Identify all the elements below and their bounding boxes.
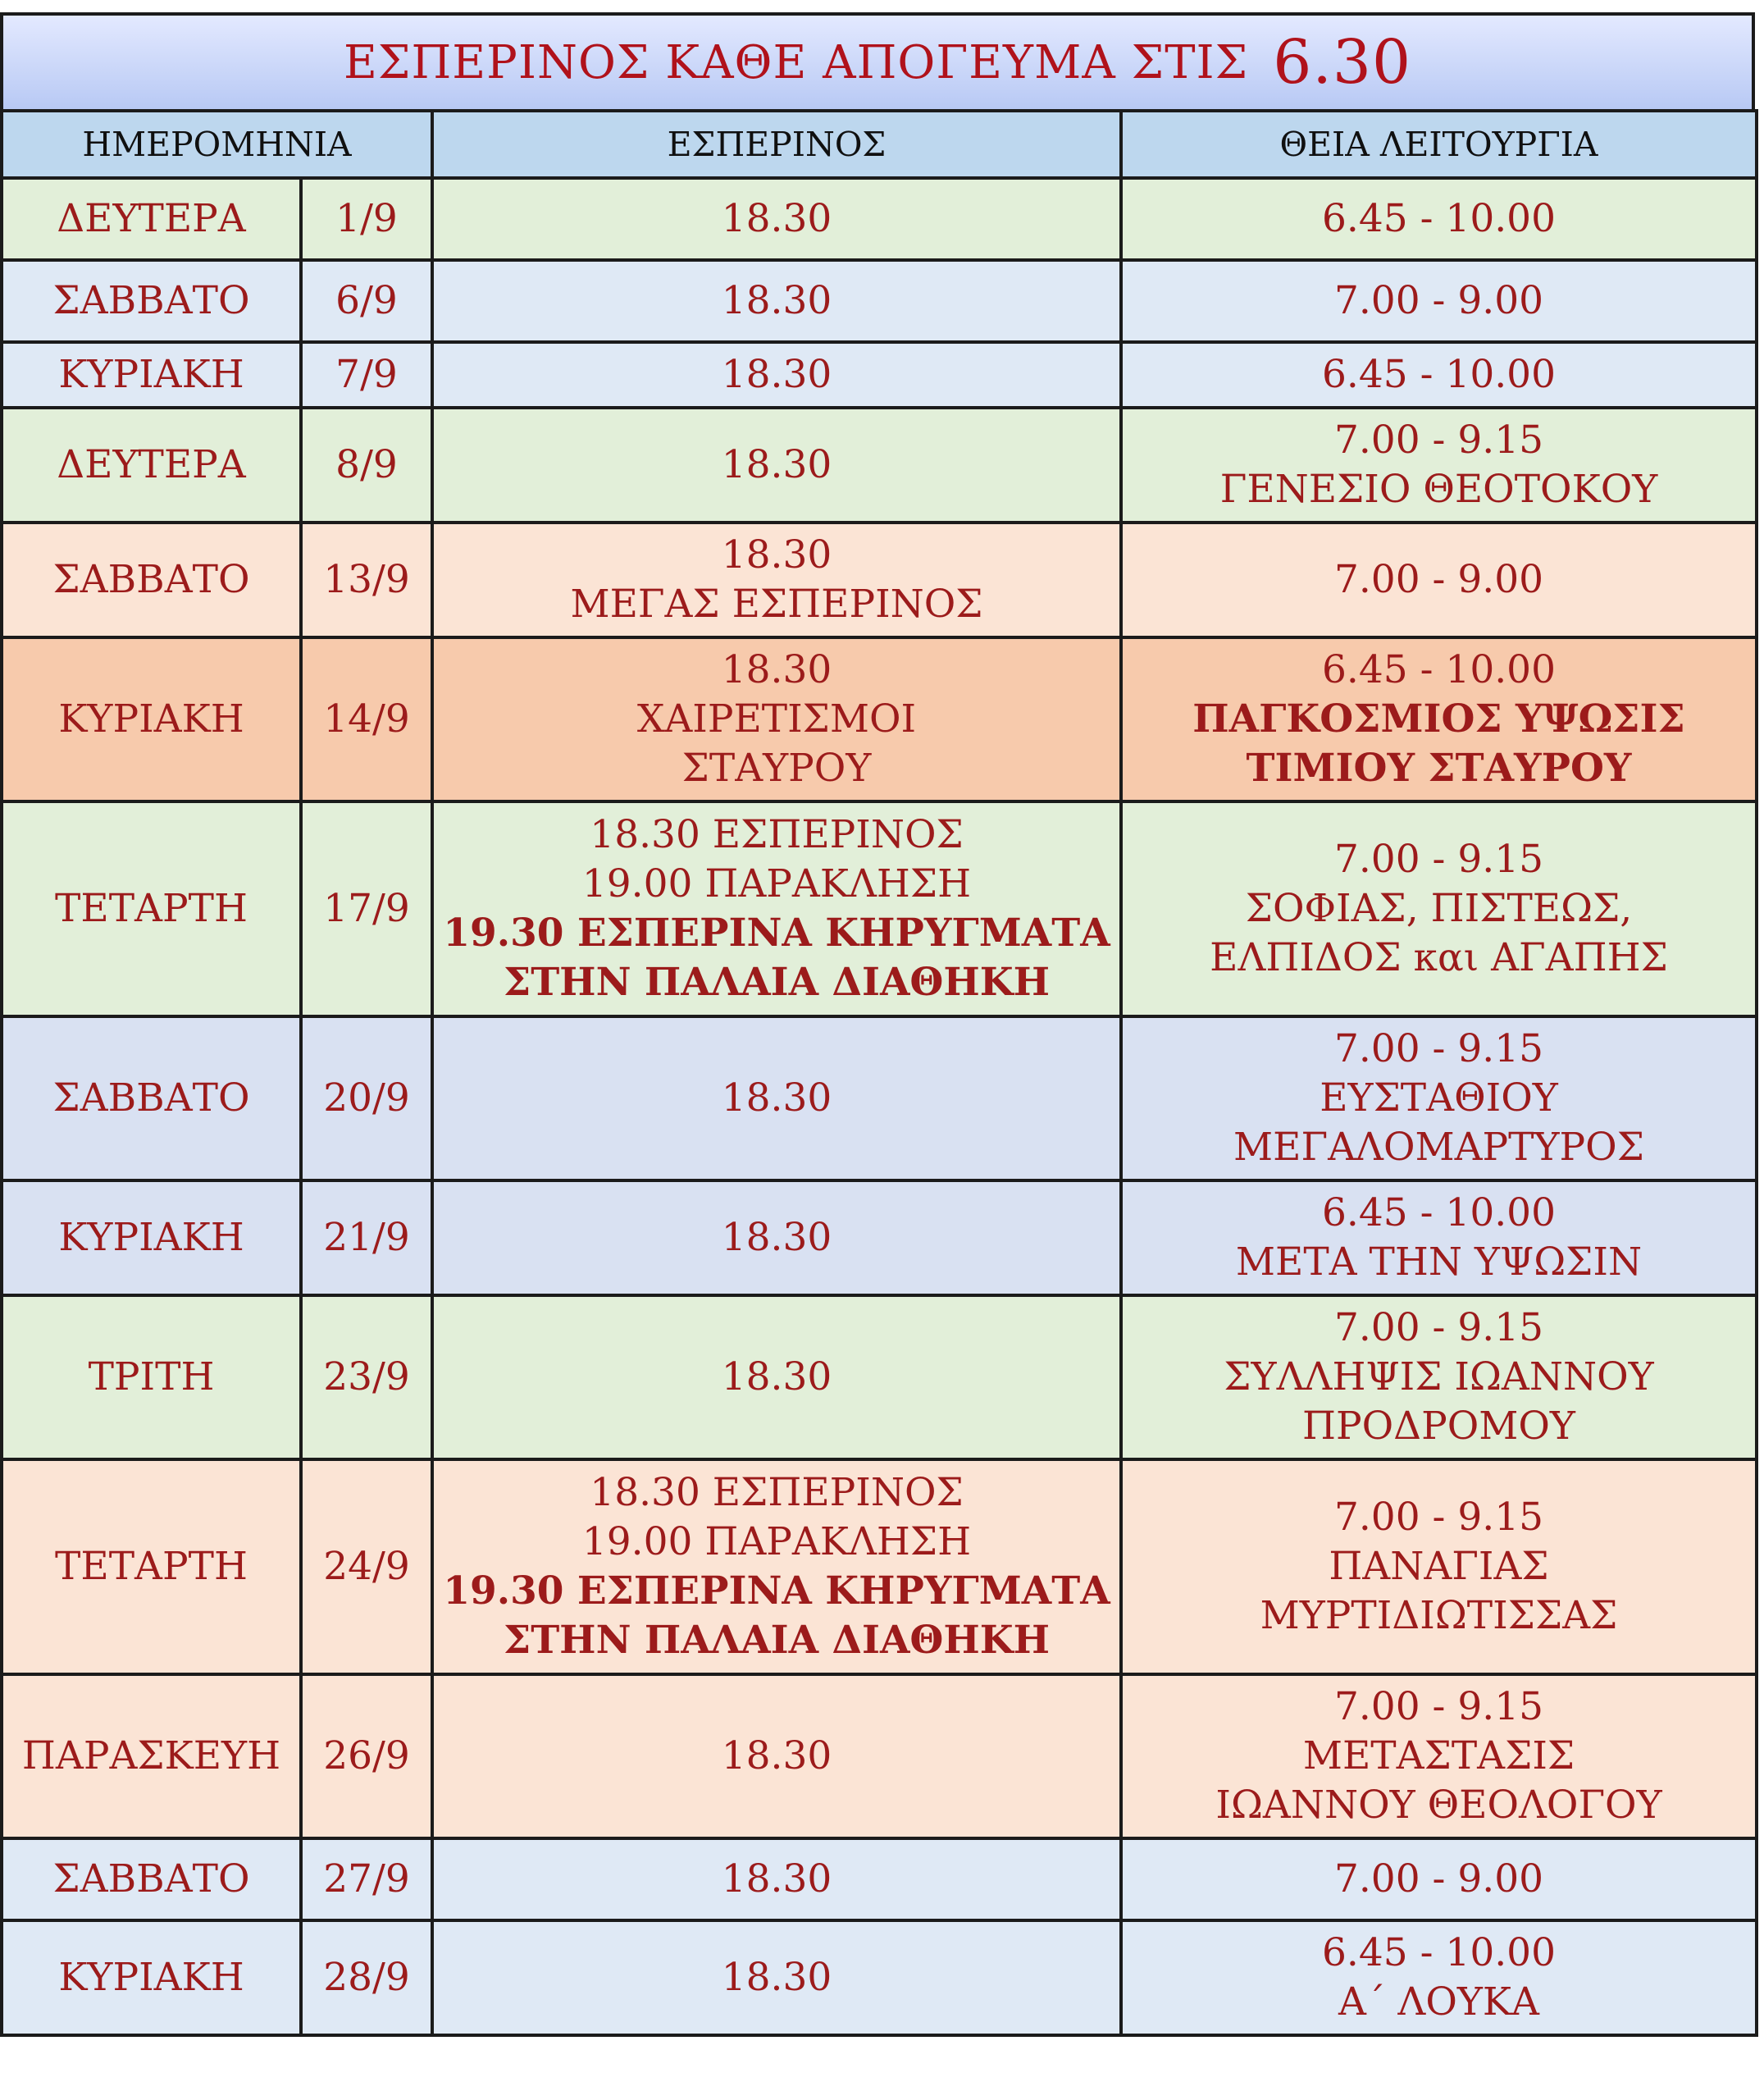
liturgy-cell <box>1121 1459 1757 1674</box>
liturgy-cell <box>1121 342 1757 408</box>
vespers-line: ΧΑΙΡΕΤΙΣΜΟΙ <box>636 696 917 742</box>
vespers-cell <box>432 801 1121 1016</box>
liturgy-line: Α΄ ΛΟΥΚΑ <box>1338 1979 1539 2025</box>
schedule-title <box>0 12 1755 109</box>
vespers-cell <box>432 342 1121 408</box>
liturgy-cell <box>1121 523 1757 637</box>
liturgy-line: 7.00 - 9.00 <box>1333 557 1544 602</box>
day-cell: ΣΑΒΒΑΤΟ <box>2 1838 301 1920</box>
vespers-cell <box>432 1838 1121 1920</box>
table-row <box>2 801 1757 1016</box>
date-cell: 27/9 <box>301 1838 432 1920</box>
vespers-line: 19.30 ΕΣΠΕΡΙΝΑ ΚΗΡΥΓΜΑΤΑ <box>443 1568 1110 1614</box>
table-row <box>2 523 1757 637</box>
liturgy-line: 6.45 - 10.00 <box>1322 1190 1556 1235</box>
day-cell: ΚΥΡΙΑΚΗ <box>2 637 301 801</box>
vespers-line: 18.30 <box>721 532 832 578</box>
vespers-cell <box>432 1920 1121 2035</box>
vespers-line: 18.30 <box>721 1856 832 1901</box>
day-cell: ΚΥΡΙΑΚΗ <box>2 1920 301 2035</box>
vespers-line: 18.30 <box>721 647 832 692</box>
day-cell: ΔΕΥΤΕΡΑ <box>2 408 301 523</box>
vespers-cell <box>432 1459 1121 1674</box>
vespers-line: 18.30 <box>721 1354 832 1399</box>
vespers-cell <box>432 523 1121 637</box>
liturgy-line: ΣΥΛΛΗΨΙΣ ΙΩΑΝΝΟΥ <box>1224 1354 1654 1399</box>
vespers-cell <box>432 1674 1121 1838</box>
liturgy-cell <box>1121 1180 1757 1295</box>
vespers-line: 19.00 ΠΑΡΑΚΛΗΣΗ <box>581 1519 972 1564</box>
liturgy-line: ΜΕΤΑΣΤΑΣΙΣ <box>1302 1733 1575 1778</box>
table-row <box>2 1920 1757 2035</box>
liturgy-cell <box>1121 1016 1757 1180</box>
date-cell: 23/9 <box>301 1295 432 1459</box>
liturgy-line: ΓΕΝΕΣΙΟ ΘΕΟΤΟΚΟΥ <box>1219 467 1658 512</box>
date-cell: 7/9 <box>301 342 432 408</box>
vespers-line: 18.30 ΕΣΠΕΡΙΝΟΣ <box>590 1470 964 1515</box>
liturgy-line: 7.00 - 9.15 <box>1333 1305 1544 1350</box>
date-cell: 21/9 <box>301 1180 432 1295</box>
liturgy-line: 7.00 - 9.15 <box>1333 837 1544 882</box>
table-row <box>2 260 1757 342</box>
vespers-line: 18.30 <box>721 278 832 323</box>
liturgy-cell <box>1121 1295 1757 1459</box>
table-row <box>2 1459 1757 1674</box>
schedule-sheet <box>0 12 1755 2037</box>
liturgy-line: ΜΥΡΤΙΔΙΩΤΙΣΣΑΣ <box>1260 1593 1618 1638</box>
liturgy-line: 7.00 - 9.00 <box>1333 1856 1544 1901</box>
vespers-cell <box>432 1180 1121 1295</box>
vespers-cell <box>432 260 1121 342</box>
vespers-cell <box>432 178 1121 260</box>
liturgy-line: ΜΕΓΑΛΟΜΑΡΤΥΡΟΣ <box>1233 1125 1644 1170</box>
header-vespers: ΕΣΠΕΡΙΝΟΣ <box>432 111 1121 178</box>
date-cell: 8/9 <box>301 408 432 523</box>
header-liturgy: ΘΕΙΑ ΛΕΙΤΟΥΡΓΙΑ <box>1121 111 1757 178</box>
table-row <box>2 1180 1757 1295</box>
date-cell: 28/9 <box>301 1920 432 2035</box>
schedule-table <box>0 109 1758 2037</box>
vespers-line: ΣΤΗΝ ΠΑΛΑΙΑ ΔΙΑΘΗΚΗ <box>503 1618 1051 1663</box>
liturgy-line: ΠΑΝΑΓΙΑΣ <box>1329 1544 1549 1589</box>
day-cell: ΤΕΤΑΡΤΗ <box>2 1459 301 1674</box>
header-row <box>2 111 1757 178</box>
liturgy-cell <box>1121 1674 1757 1838</box>
liturgy-cell <box>1121 260 1757 342</box>
table-row <box>2 342 1757 408</box>
liturgy-line: 6.45 - 10.00 <box>1322 647 1556 692</box>
liturgy-cell <box>1121 178 1757 260</box>
table-row <box>2 1838 1757 1920</box>
table-row <box>2 637 1757 801</box>
date-cell: 20/9 <box>301 1016 432 1180</box>
date-cell: 13/9 <box>301 523 432 637</box>
vespers-cell <box>432 408 1121 523</box>
liturgy-line: 6.45 - 10.00 <box>1322 352 1556 397</box>
title-text: ΕΣΠΕΡΙΝΟΣ ΚΑΘΕ ΑΠΟΓΕΥΜΑ ΣΤΙΣ <box>343 35 1249 89</box>
liturgy-cell <box>1121 1838 1757 1920</box>
day-cell: ΚΥΡΙΑΚΗ <box>2 1180 301 1295</box>
vespers-line: 18.30 <box>721 1955 832 2000</box>
vespers-line: ΣΤΑΥΡΟΥ <box>681 746 872 791</box>
date-cell: 26/9 <box>301 1674 432 1838</box>
liturgy-line: 7.00 - 9.15 <box>1333 1495 1544 1540</box>
liturgy-line: 6.45 - 10.00 <box>1322 196 1556 241</box>
table-row <box>2 1674 1757 1838</box>
day-cell: ΣΑΒΒΑΤΟ <box>2 1016 301 1180</box>
liturgy-line: ΜΕΤΑ ΤΗΝ ΥΨΩΣΙΝ <box>1235 1239 1643 1285</box>
day-cell: ΤΡΙΤΗ <box>2 1295 301 1459</box>
vespers-line: 18.30 <box>721 1075 832 1121</box>
day-cell: ΚΥΡΙΑΚΗ <box>2 342 301 408</box>
vespers-cell <box>432 1016 1121 1180</box>
vespers-line: 18.30 <box>721 1733 832 1778</box>
day-cell: ΠΑΡΑΣΚΕΥΗ <box>2 1674 301 1838</box>
day-cell: ΣΑΒΒΑΤΟ <box>2 523 301 637</box>
liturgy-line: 7.00 - 9.15 <box>1333 1026 1544 1071</box>
vespers-line: 18.30 <box>721 442 832 487</box>
vespers-line: 18.30 <box>721 196 832 241</box>
liturgy-cell <box>1121 408 1757 523</box>
table-row <box>2 1295 1757 1459</box>
liturgy-line: 7.00 - 9.15 <box>1333 418 1544 463</box>
vespers-line: ΜΕΓΑΣ ΕΣΠΕΡΙΝΟΣ <box>570 582 983 627</box>
vespers-line: 18.30 ΕΣΠΕΡΙΝΟΣ <box>590 812 964 857</box>
vespers-cell <box>432 1295 1121 1459</box>
liturgy-line: ΣΟΦΙΑΣ, ΠΙΣΤΕΩΣ, <box>1245 886 1633 931</box>
vespers-cell <box>432 637 1121 801</box>
liturgy-cell <box>1121 637 1757 801</box>
date-cell: 17/9 <box>301 801 432 1016</box>
date-cell: 14/9 <box>301 637 432 801</box>
header-date: ΗΜΕΡΟΜΗΝΙΑ <box>2 111 432 178</box>
date-cell: 24/9 <box>301 1459 432 1674</box>
liturgy-line: ΕΥΣΤΑΘΙΟΥ <box>1320 1075 1558 1121</box>
vespers-line: 18.30 <box>721 352 832 397</box>
date-cell: 1/9 <box>301 178 432 260</box>
liturgy-line: ΕΛΠΙΔΟΣ και ΑΓΑΠΗΣ <box>1210 935 1668 980</box>
table-row <box>2 408 1757 523</box>
vespers-line: 19.00 ΠΑΡΑΚΛΗΣΗ <box>581 861 972 906</box>
title-time: 6.30 <box>1273 27 1412 98</box>
liturgy-line: ΙΩΑΝΝΟΥ ΘΕΟΛΟΓΟΥ <box>1215 1783 1662 1828</box>
liturgy-cell <box>1121 1920 1757 2035</box>
table-row <box>2 178 1757 260</box>
liturgy-line: 7.00 - 9.15 <box>1333 1684 1544 1729</box>
vespers-line: 18.30 <box>721 1215 832 1260</box>
vespers-line: ΣΤΗΝ ΠΑΛΑΙΑ ΔΙΑΘΗΚΗ <box>503 960 1051 1005</box>
day-cell: ΣΑΒΒΑΤΟ <box>2 260 301 342</box>
vespers-line: 19.30 ΕΣΠΕΡΙΝΑ ΚΗΡΥΓΜΑΤΑ <box>443 911 1110 956</box>
day-cell: ΔΕΥΤΕΡΑ <box>2 178 301 260</box>
liturgy-line: ΠΡΟΔΡΟΜΟΥ <box>1302 1404 1575 1449</box>
liturgy-cell <box>1121 801 1757 1016</box>
liturgy-line: 7.00 - 9.00 <box>1333 278 1544 323</box>
date-cell: 6/9 <box>301 260 432 342</box>
table-row <box>2 1016 1757 1180</box>
liturgy-line: ΠΑΓΚΟΣΜΙΟΣ ΥΨΩΣΙΣ <box>1192 696 1685 742</box>
liturgy-line: 6.45 - 10.00 <box>1322 1930 1556 1975</box>
day-cell: ΤΕΤΑΡΤΗ <box>2 801 301 1016</box>
liturgy-line: ΤΙΜΙΟΥ ΣΤΑΥΡΟΥ <box>1246 746 1632 791</box>
